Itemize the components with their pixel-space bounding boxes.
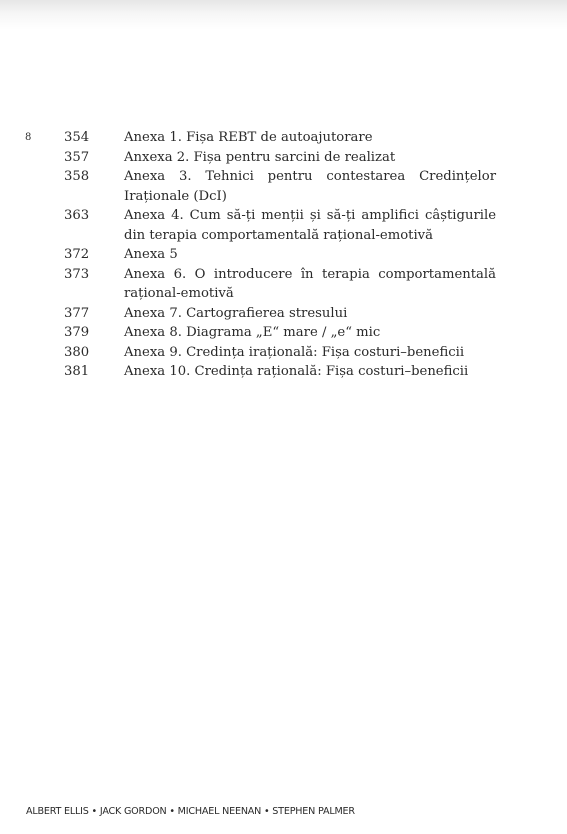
toc-entry-page: 357 xyxy=(64,149,90,165)
toc-entry xyxy=(64,128,496,148)
toc-entry-title: Anexa 3. Tehnici pentru contestarea Credințelor Iraționale (DcI) xyxy=(124,169,496,204)
toc-entry-page: 379 xyxy=(64,325,90,340)
toc-entry-title: Anexa 8. Diagrama „E“ mare / „e“ mic xyxy=(124,325,381,340)
table-of-contents xyxy=(64,128,496,382)
toc-entry-page: 358 xyxy=(64,169,90,184)
toc-entry-page: 381 xyxy=(64,364,90,379)
toc-entry-title: Anexa 4. Cum să-ți menții și să-ți amplifici câștigurile din terapia comportamentală rațional-emotivă xyxy=(124,208,496,243)
toc-entry xyxy=(64,167,496,206)
toc-entry-page: 373 xyxy=(64,266,90,282)
toc-entry-page: 363 xyxy=(64,208,90,223)
toc-entry-title: Anexa 9. Credința irațională: Fișa costuri–beneficii xyxy=(124,344,465,360)
toc-entry-title: Anexa 7. Cartografierea stresului xyxy=(124,305,348,321)
toc-entry-page: 354 xyxy=(64,130,90,145)
toc-entry xyxy=(64,148,496,168)
toc-entry xyxy=(64,265,496,304)
toc-entry xyxy=(64,323,496,343)
toc-entry-page: 372 xyxy=(64,247,90,262)
toc-entry xyxy=(64,362,496,382)
toc-entry-title: Anexa 1. Fișa REBT de autoajutorare xyxy=(124,130,373,145)
toc-entry-title: Anexa 5 xyxy=(124,247,178,262)
toc-entry xyxy=(64,245,496,265)
toc-entry xyxy=(64,206,496,245)
toc-entry-title: Anexa 6. O introducere în terapia comportamentală rațional-emotivă xyxy=(124,266,496,301)
toc-entry xyxy=(64,304,496,324)
toc-entry-title: Anexa 10. Credința rațională: Fișa costuri–beneficii xyxy=(124,364,469,379)
toc-entry-page: 380 xyxy=(64,344,90,360)
toc-entry xyxy=(64,343,496,363)
toc-entry-title: Anxexa 2. Fișa pentru sarcini de realizat xyxy=(124,149,396,165)
page-number: 8 xyxy=(25,132,32,143)
running-footer-authors: ALBERT ELLIS • JACK GORDON • MICHAEL NEENAN • STEPHEN PALMER xyxy=(26,806,355,817)
page-top-shadow xyxy=(0,0,567,30)
toc-entry-page: 377 xyxy=(64,305,90,321)
